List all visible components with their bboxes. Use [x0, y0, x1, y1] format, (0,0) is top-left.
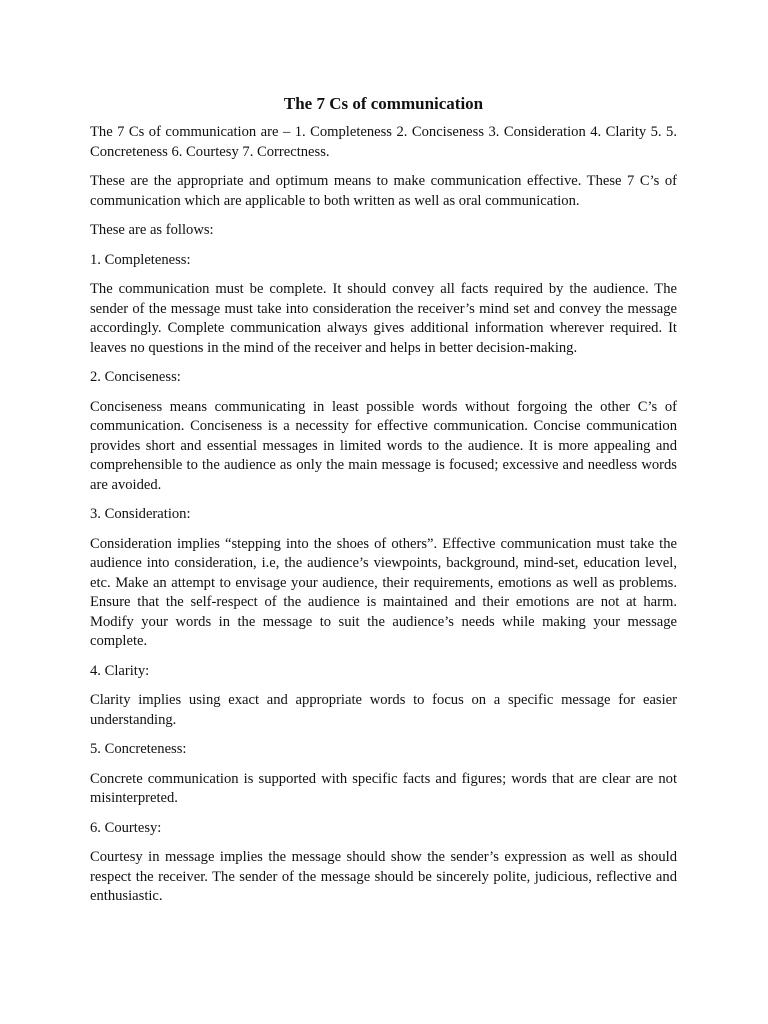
section-heading-conciseness: 2. Conciseness:	[90, 369, 181, 385]
section-body-completeness: The communication must be complete. It should convey all facts required by the audience. The sender of the message must take into consideration the receiver’s mind set and convey the message accordingly. Complete communication always gives additional information wherever required. It leaves no questions in the mind of the receiver and helps in better decision-making.	[90, 281, 677, 356]
section-heading-concreteness: 5. Concreteness:	[90, 741, 187, 757]
purpose-paragraph: These are the appropriate and optimum means to make communication effective. These 7 C’s of communication which are applicable to both written as well as oral communication.	[90, 173, 677, 209]
section-body-consideration: Consideration implies “stepping into the shoes of others”. Effective communication must take the audience into consideration, i.e, the audience’s viewpoints, background, mind-set, education level, etc. Make an attempt to envisage your audience, their requirements, emotions as well as problems. Ensure that the self-respect of the audience is maintained and their emotions are not at harm. Modify your words in the message to suit the audience’s needs while making your message complete.	[90, 535, 677, 649]
document-page	[90, 93, 677, 917]
intro-paragraph: The 7 Cs of communication are – 1. Completeness 2. Conciseness 3. Consideration 4. Clarity 5. 5. Concreteness 6. Courtesy 7. Correctness.	[90, 124, 677, 160]
section-heading-consideration: 3. Consideration:	[90, 506, 191, 522]
section-heading-clarity: 4. Clarity:	[90, 662, 150, 679]
section-body-concreteness: Concrete communication is supported with specific facts and figures; words that are clear are not misinterpreted.	[90, 770, 677, 806]
section-body-conciseness: Conciseness means communicating in least possible words without forgoing the other C’s of communication. Conciseness is a necessity for effective communication. Concise communication provides short and essential messages in limited words to the audience. It is more appealing and comprehensible to the audience as only the main message is focused; excessive and needless words are avoided.	[90, 398, 677, 493]
follows-line: These are as follows:	[90, 222, 214, 238]
section-body-clarity: Clarity implies using exact and appropriate words to focus on a specific message for easier understanding.	[90, 692, 677, 728]
section-heading-courtesy: 6. Courtesy:	[90, 819, 162, 836]
document-title: The 7 Cs of communication	[283, 94, 484, 113]
section-body-courtesy: Courtesy in message implies the message should show the sender’s expression as well as should respect the receiver. The sender of the message should be sincerely polite, judicious, reflective and enthusiastic.	[90, 849, 677, 904]
section-heading-completeness: 1. Completeness:	[90, 251, 191, 268]
